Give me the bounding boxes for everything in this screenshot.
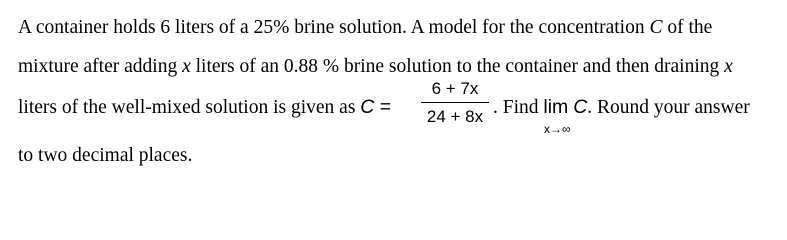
equals-sign: = [374, 96, 392, 118]
fraction-bar [421, 102, 489, 103]
line3-text-a: liters of the well-mixed solution is given as [18, 97, 361, 118]
line2-text-a: mixture after adding [18, 56, 183, 77]
problem-line-2 [18, 57, 733, 77]
variable-c: C [649, 17, 663, 38]
variable-x: x [724, 56, 733, 77]
line1-text-b: of the [662, 17, 713, 38]
limit-variable: C [573, 96, 588, 118]
problem-line-3 [18, 98, 391, 118]
fraction-numerator: 6 + 7x [431, 79, 479, 98]
line3-continuation [493, 98, 750, 118]
limit-subscript: x→∞ [544, 122, 571, 136]
variable-c: C [360, 96, 375, 118]
line3-text-c: . Round your answer [587, 97, 750, 118]
limit-operator: lim [543, 96, 569, 118]
problem-line-4 [18, 146, 192, 166]
variable-x: x [182, 56, 191, 77]
fraction-denominator: 24 + 8x [426, 107, 484, 126]
problem-line-1 [18, 18, 712, 38]
concentration-fraction [419, 80, 491, 132]
line3-text-b: . Find [493, 97, 544, 118]
line4-text: to two decimal places. [18, 145, 193, 166]
line1-text-a: A container holds 6 liters of a 25% brine solution. A model for the concentration [18, 17, 650, 38]
line2-text-b: liters of an 0.88 % brine solution to the container and then draining [190, 56, 725, 77]
